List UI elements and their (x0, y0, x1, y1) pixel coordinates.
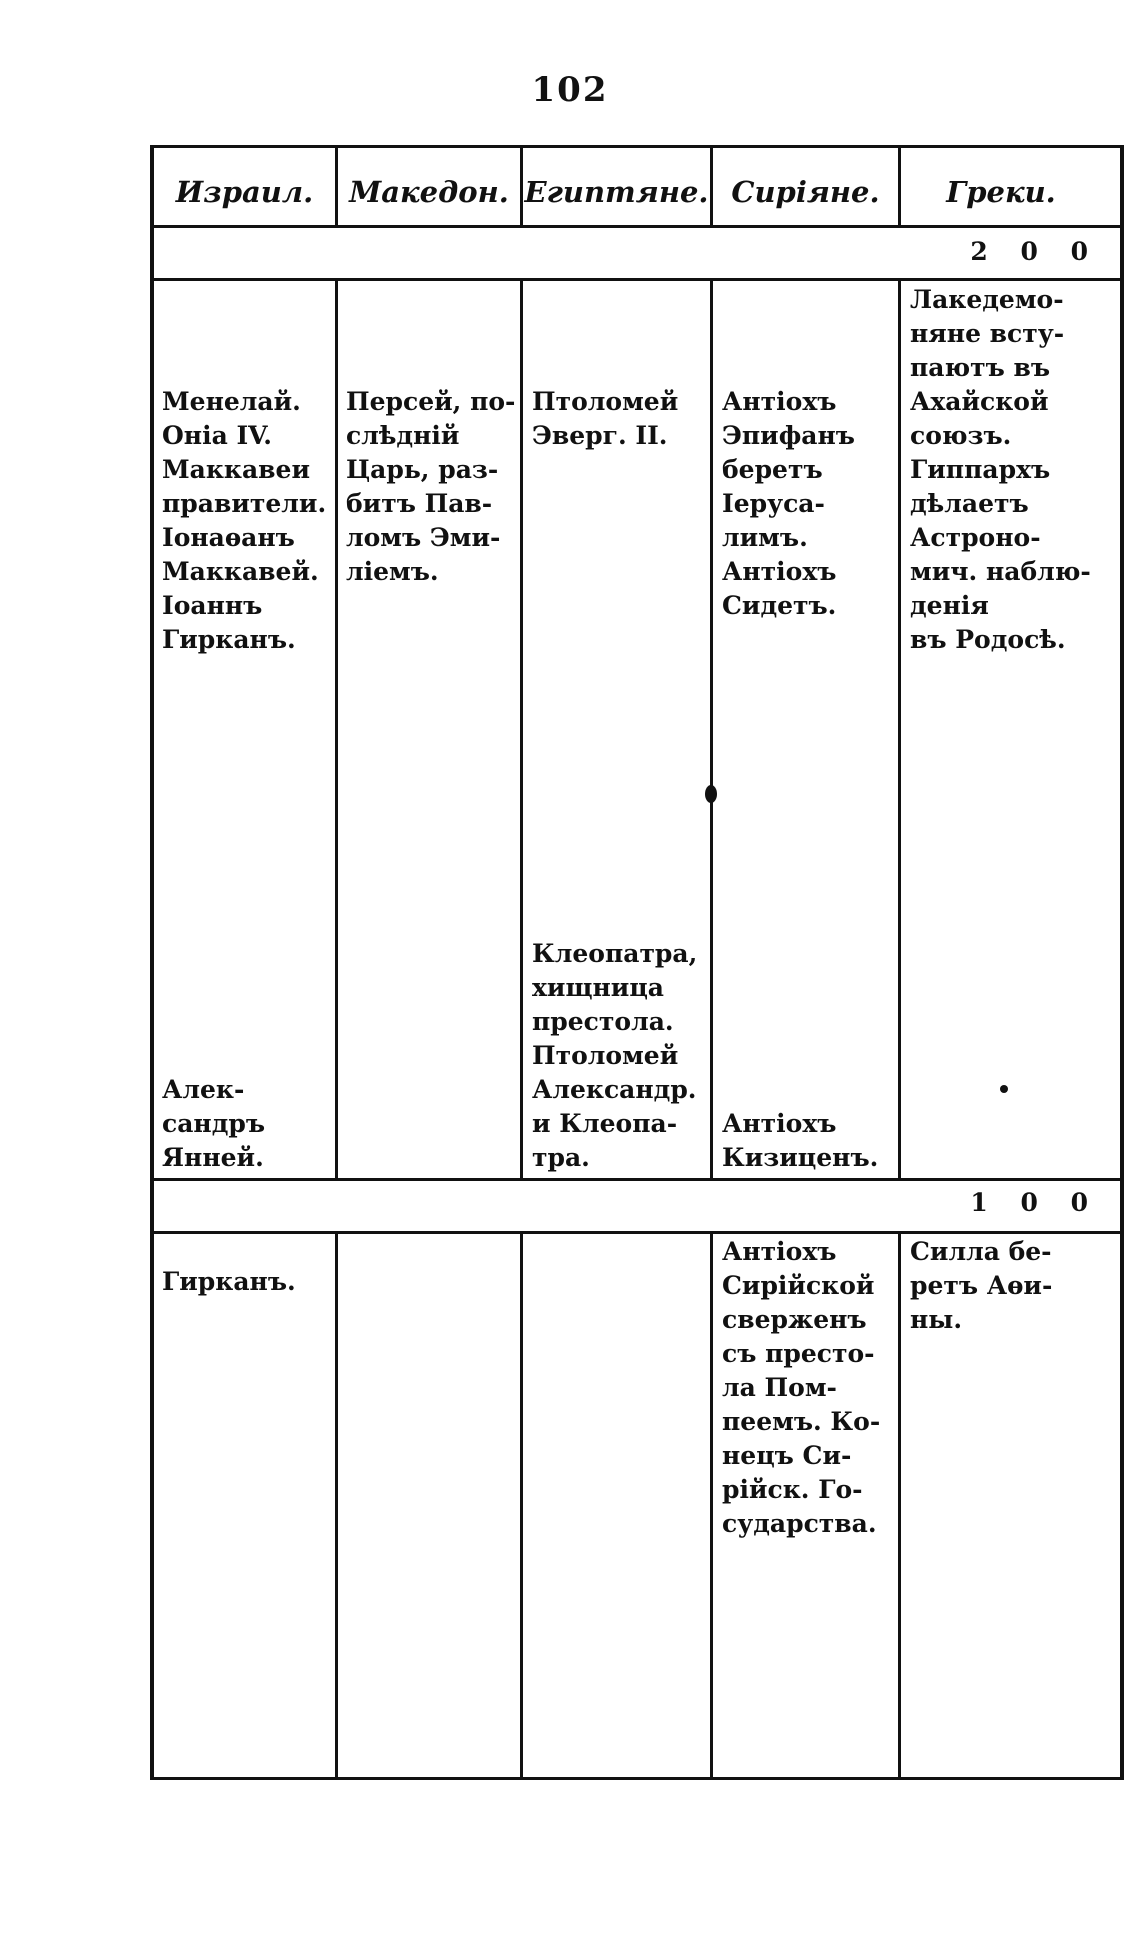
cell-macedon-row1: Персей, по- слѣдній Царь, раз- битъ Пав- ломъ Эми- ліемъ. (346, 387, 516, 586)
cell-israel-row3: Гирканъ. (162, 1267, 296, 1296)
century-label-200: 2 0 0 (970, 237, 1100, 266)
chronology-table (150, 145, 1130, 1780)
cell-egypt-row1: Птоломей Эверг. II. (532, 387, 679, 450)
column-header-macedon: Македон. (349, 175, 509, 209)
ink-speck (1000, 1085, 1008, 1093)
column-header-egypt: Египтяне. (524, 175, 709, 209)
cell-israel-row1: Менелай. Оніа IV. Маккавеи правители. Іонаѳанъ Маккавей. Іоаннъ Гирканъ. (162, 387, 327, 654)
column-header-israel: Израил. (175, 175, 314, 209)
table-left-border (150, 145, 154, 1780)
century-label-100: 1 0 0 (970, 1188, 1100, 1217)
century-rule-100-bottom (150, 1231, 1124, 1234)
column-header-syria: Сиріяне. (731, 175, 880, 209)
column-divider-4 (898, 145, 901, 1780)
cell-syria-row3: Антіохъ Сирійской сверженъ съ престо- ла Пом- пеемъ. Ко- нецъ Си- рійск. Го- сударства. (722, 1237, 881, 1538)
century-rule-200 (150, 278, 1124, 281)
cell-greece-row3: Силла бе- ретъ Аѳи- ны. (910, 1237, 1053, 1334)
table-right-border (1120, 145, 1124, 1780)
cell-israel-row2: Алек- сандръ Янней. (162, 1075, 266, 1172)
cell-syria-row1: Антіохъ Эпифанъ беретъ Іеруса- лимъ. Антіохъ Сидетъ. (722, 387, 855, 620)
table-top-border (150, 145, 1124, 148)
ink-speck (705, 785, 717, 803)
cell-egypt-row2: Клеопатра, хищница престола. Птоломей Александр. и Клеопа- тра. (532, 939, 698, 1172)
table-bottom-border (150, 1777, 1124, 1780)
page-number: 102 (531, 70, 609, 110)
column-header-greece: Греки. (946, 175, 1056, 209)
column-divider-2 (520, 145, 523, 1780)
cell-syria-row2: Антіохъ Кизиценъ. (722, 1109, 879, 1172)
cell-greece-row1: Лакедемо- няне всту- паютъ въ Ахайской союзъ. Гиппархъ дѣлаетъ Астроно- мич. наблю- денія въ Родосѣ. (910, 285, 1091, 654)
